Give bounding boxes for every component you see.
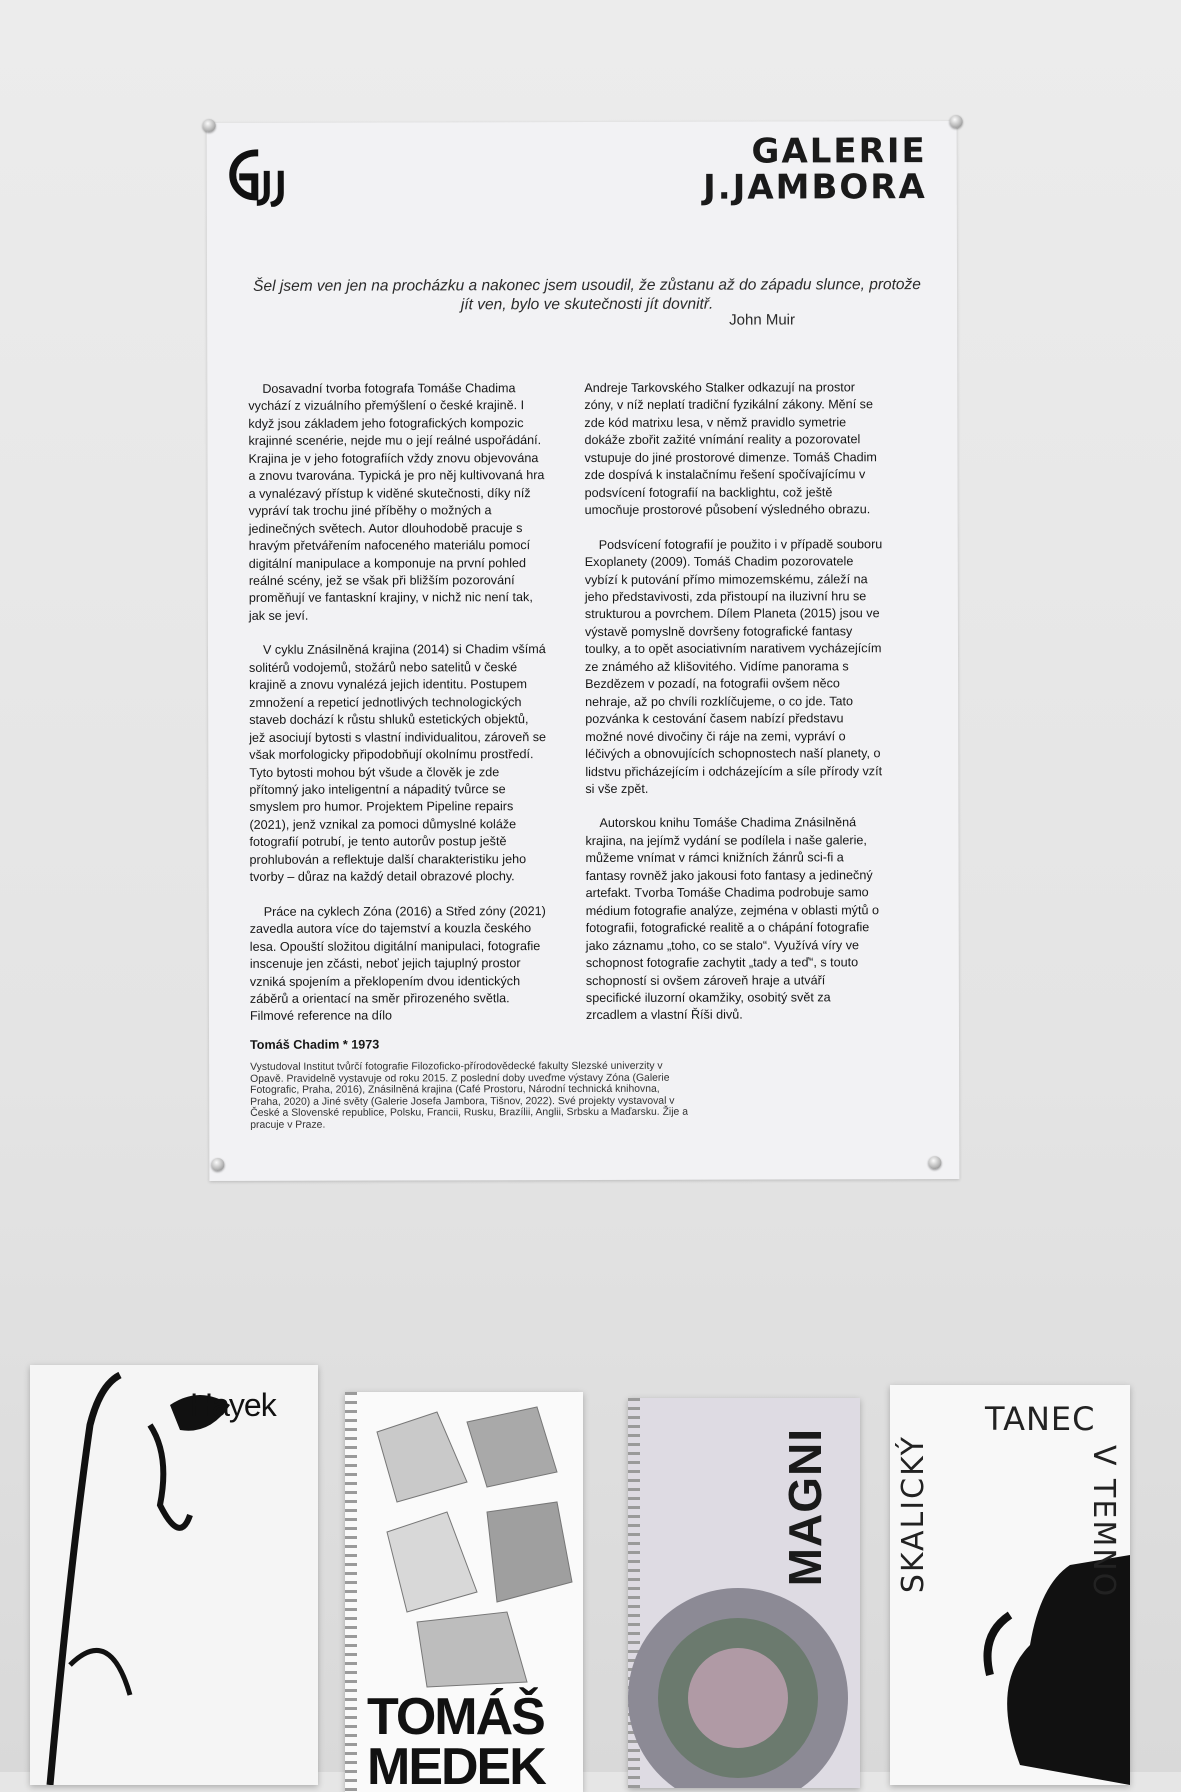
text-column-right [584,379,884,1042]
author-bio: Vystudoval Institut tvůrčí fotografie Filozoficko-přírodovědecké fakulty Slezské univerzity v Opavě. Pravidelně vystavuje od roku 2015. Z poslední doby uveďme výstavy Zóna (Galerie Fotografic, Praha, 2016), Znásilněná krajina (Café Prostoru, Národní technická knihovna, Praha, 2020) a Jiné světy (Galerie Josefa Jambora, Tišnov, 2022). Své projekty vystavoval v České a Slovenské republice, Polsku, Francii, Rusku, Brazílii, Anglii, Srbsku a Maďarsku. Žije a pracuje v Praze. [250,1060,689,1131]
book-title-hayek: Hayek [190,1387,276,1423]
exhibition-poster [207,121,960,1181]
pin-bottom-right [928,1156,941,1169]
text-column-left [248,380,548,1043]
book-magni [628,1398,860,1788]
book-hayek [30,1365,318,1785]
brand-line-1: GALERIE [751,131,927,172]
author-line: Tomáš Chadim * 1973 [250,1037,380,1052]
book-title-magni: MAGNI [779,1428,831,1587]
quote-text: Šel jsem ven jen na procházku a nakonec jsem usoudil, že zůstanu až do západu slunce, protože jít ven, bylo ve skutečnosti jít dovnitř. [253,276,921,314]
paragraph: Autorskou knihu Tomáše Chadima Znásilněná krajina, na jejímž vydání se podílela i naše galerie, můžeme vnímat v rámci knižních žánrů sci-fi a fantasy rovněž jako jakousi foto fantasy a jedinečný artefakt. Tvorba Tomáše Chadima podrobuje samo médium fotografie analýze, zejména v oblasti mýtů o fotografii, fotografické realitě a o chápání fotografie jako záznamu „toho, co se stalo“. Využívá víry ve schopnost fotografie zachytit „tady a teď“, s touto schopností si ovšem zároveň hraje a utváří specifické iluzorní okamžiky, osobitý svět za zrcadlem a vlastní Říši divů. [585,815,879,1023]
paragraph: Práce na cyklech Zóna (2016) a Střed zóny (2021) zavedla autora více do tajemství a kouzla českého lesa. Opouští složitou digitální manipulaci, fotografie inscenuje jen zčásti, neboť jejich tajuplný prostor vzniká spojením a překlopením dvou identických záběrů a orientací na směr přirozeného světla. Filmové reference na dílo [249,903,546,1024]
paragraph: Andreje Tarkovského Stalker odkazují na prostor zóny, v níž neplatí tradiční fyzikální zákony. Mění se zde kód matrixu lesa, v němž pravidlo symetrie dokáže zbořit zažité vnímání reality a pozorovatel vstupuje do jiné prostorové dimenze. Tomáš Chadim zde dospívá k instalačnímu řešení spočívajícímu v podsvícení fotografií na backlightu, což ještě umocňuje prostorové působení výsledného obrazu. [584,380,877,518]
pin-bottom-left [211,1158,224,1171]
ink-splatter-illustration [30,1365,318,1785]
spiral-binding [345,1392,357,1792]
gjj-logo-icon [221,143,293,207]
pin-top-right [950,115,963,128]
book-side-text-2: V TEMNO [1086,1445,1121,1599]
paragraph: Dosavadní tvorba fotografa Tomáše Chadima vychází z vizuálního přemýšlení o české krajině. I když jsou základem jeho fotografických kompozic krajinné scenérie, nejde mu o její reálné uspořádání. Krajina je v jeho fotografiích vždy znovu objevována a znovu tvarována. Typická je pro něj kultivovaná hra a vynalézavý přístup k viděné skutečnosti, díky níž vypráví tak trochu jiné příběhy o možných a jedinečných světech. Autor dlouhodobě pracuje s hravým přetvářením nafoceného materiálu pomocí digitální manipulace a komponuje na první pohled reálné scény, jež se však při bližším pozorování proměňují ve fantaskní krajiny, v nichž nic není tak, jak se jeví. [248,381,545,623]
pin-top-left [203,119,216,132]
book-display-shelf [0,1340,1181,1792]
quote-author: John Muir [729,311,796,329]
paragraph: V cyklu Znásilněná krajina (2014) si Chadim všímá solitérů vodojemů, stožárů nebo satelitů v české krajině a znovu vynalézá jejich identitu. Postupem zmnožení a repeticí jednotlivých technologických staveb dochází k růstu shluků estetických objektů, jež asociují bytosti s vlastní individualitou, zároveň se však morfologicky připodobňují okolnímu prostředí. Tyto bytosti mohou být všude a člověk je zde přítomný jako inteligentní a nápaditý tvůrce se smyslem pro humor. Projektem Pipeline repairs (2021), jenž vznikal za pomoci důmyslné koláže fotografií potrubí, je tento autorův postup ještě prohlubován a reflektuje další charakteristiku jeho tvorby – důraz na každý detail obrazové plochy. [249,642,547,885]
brand-line-2: J.JAMBORA [703,167,927,208]
book-title-tanec: TANEC [985,1400,1096,1438]
paragraph: Podsvícení fotografií je použito i v případě souboru Exoplanety (2009). Tomáš Chadim pozorovatele vybízí k putování přímo mimozemskému, záleží na jeho představivosti, zda přistoupí na iluzivní hru se strukturou a povrchem. Dílem Planeta (2015) jsou ve výstavě pomyslně dovršeny fotografické fantasy toulky, a to opět asociativním narativem vycházejícím ze známého až klišovitého. Vidíme panorama s Bezdězem v pozadí, na fotografii ovšem něco nehraje, až po chvíli rozklíčujeme, o co jde. Tato pozvánka k cestování časem nabízí představu možné nové divočiny či ráje na zemi, vypráví o léčivých a obnovujících schopnostech naší planety, o lidstvu přicházejícím i odcházejícím a síle přírody vzít si vše zpět. [584,536,883,796]
polygon-collage-illustration [357,1392,583,1692]
book-tanec [890,1385,1130,1785]
book-tomas-medek [345,1392,583,1792]
book-title-medek: TOMÁŠ MEDEK [367,1688,545,1792]
gallery-brand [703,133,927,206]
book-side-text: SKALICKÝ [896,1435,931,1594]
